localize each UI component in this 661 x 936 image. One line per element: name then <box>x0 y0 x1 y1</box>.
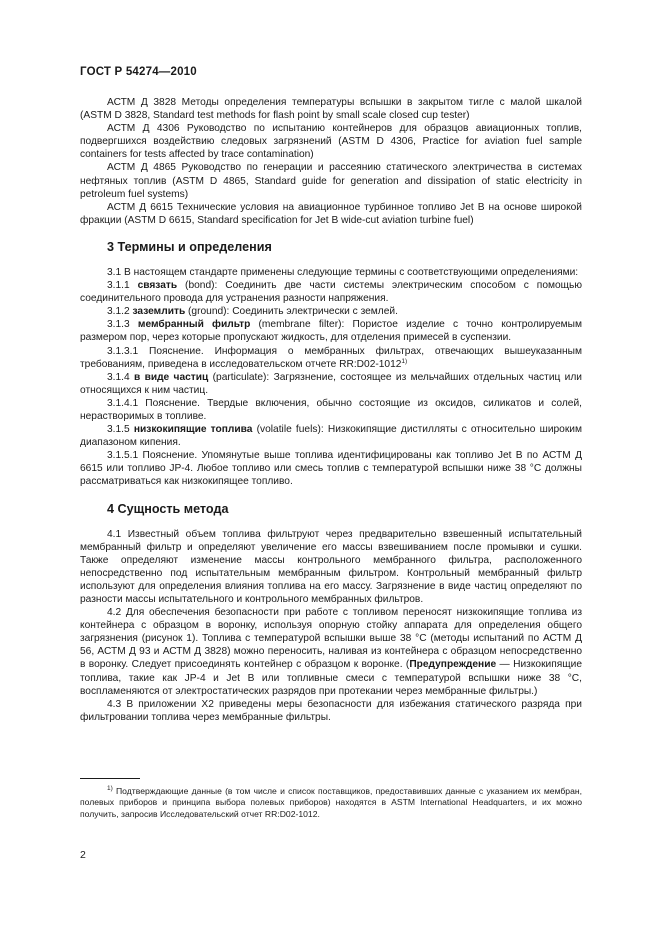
term-ground: заземлить <box>132 306 186 318</box>
footnote-ref: 1) <box>401 357 408 365</box>
footnote <box>80 786 582 820</box>
reference-astm-d4865: АСТМ Д 4865 Руководство по генерации и рассеянию статического электричества в системах нефтяных топлив (ASTM D 4865, Standard guide for generation and dissipation of static electricity in petroleum fuel systems) <box>80 162 582 200</box>
clause-4-1: 4.1 Известный объем топлива фильтруют через предварительно взвешенный испытательный мембранный фильтр и определяют увеличение его массы взвешиванием после промывки и сушки. Также определяют изменение массы контрольного мембранного фильтра, расположенного непосредственно под испытательным мембранным фильтром. Контрольный мембранный фильтр используют для определения влияния топлива на его массу. Загрязнение в виде частиц определяют по разности массы испытательного и контрольного мембранных фильтров. <box>80 528 582 605</box>
standard-header: ГОСТ Р 54274—2010 <box>80 66 197 78</box>
term-volatile-fuels: низкокипящие топлива <box>133 424 253 436</box>
clause-4-2: 4.2 Для обеспечения безопасности при работе с топливом переносят низкокипящие топлива из контейнера с образцом в воронку, используя опорную стойку аппарата для определения общего загрязнения (рисунок 1). Топлива с температурой вспышки выше 38 °С (методы испытаний по АСТМ Д 56, АСТМ Д 93 и АСТМ Д 3828) можно переносить, наливая из контейнера с образцом непосредственно в воронку. Следует присоединять контейнер с образцом к воронке. (Предупреждение — Низкокипящие топлива, такие как JP-4 и Jet B или топливные смеси с температурой вспышки ниже 38 °С, воспламеняются от электростатических разрядов при протекании через мембранные фильтры.) <box>80 607 582 697</box>
section-3-heading: 3 Термины и определения <box>107 239 272 254</box>
page-number: 2 <box>80 849 86 861</box>
main-text <box>80 96 582 724</box>
term-bond: связать <box>137 280 178 292</box>
reference-astm-d3828: АСТМ Д 3828 Методы определения температуры вспышки в закрытом тигле с малой шкалой (ASTM D 3828, Standard test methods for flash point by small scale closed cup tester) <box>80 97 582 122</box>
note-3-1-5-1: 3.1.5.1 Пояснение. Упомянутые выше топлива идентифицированы как топливо Jet B по АСТМ Д 6615 или топливо JP-4. Любое топливо или смесь топлив с температурой вспышки ниже 38 °С должны рассматриваться как низкокипящее топливо. <box>80 450 582 488</box>
reference-astm-d6615: АСТМ Д 6615 Технические условия на авиационное турбинное топливо Jet B на основе широкой фракции (ASTM D 6615, Standard specification for Jet B wide-cut aviation turbine fuel) <box>80 201 582 226</box>
section-4-heading: 4 Сущность метода <box>107 501 229 516</box>
term-3-1-5: 3.1.5 низкокипящие топлива (volatile fuels): Низкокипящие дистилляты с относительно широким диапазоном кипения. <box>80 424 582 449</box>
footnote-divider <box>80 778 140 779</box>
clause-3-1: 3.1 В настоящем стандарте применены следующие термины с соответствующими определениями: <box>107 266 579 278</box>
term-3-1-4: 3.1.4 в виде частиц (particulate): Загрязнение, состоящее из мельчайших отдельных частиц или относящихся к ним частиц. <box>80 371 582 396</box>
term-3-1-1: 3.1.1 связать (bond): Соединить две части системы электрическим способом с помощью соединительного провода для устранения разности напряжения. <box>80 280 582 305</box>
term-3-1-3: 3.1.3 мембранный фильтр (membrane filter): Пористое изделие с точно контролируемым размером пор, через которые пропускают жидкость, для отделения примесей в суспензии. <box>80 319 583 344</box>
footnote-mark: 1) <box>107 785 113 792</box>
footnote-text: Подтверждающие данные (в том числе и список поставщиков, предоставивших данные с указанием их мембран, полевых приборов и принципа выбора полевых приборов) находятся в ASTM International Headquarters, и их можно получить, запросив Исследовательский отчет RR:D02-1012. <box>80 786 582 819</box>
note-3-1-4-1: 3.1.4.1 Пояснение. Твердые включения, обычно состоящие из оксидов, силикатов и солей, нерастворимых в топливе. <box>80 397 582 422</box>
term-3-1-2: 3.1.2 заземлить (ground): Соединить электрически с землей. <box>107 306 398 318</box>
warning-label: Предупреждение <box>409 659 497 671</box>
reference-astm-d4306: АСТМ Д 4306 Руководство по испытанию контейнеров для образцов авиационных топлив, подвергшихся воздействию следовых загрязнений (ASTM D 4306, Practice for aviation fuel sample containers for tests affected by trace contamination) <box>80 123 582 161</box>
note-3-1-3-1: 3.1.3.1 Пояснение. Информация о мембранных фильтрах, отвечающих вышеуказанным требованиям, приведена в исследовательском отчете RR:D02-1012$^{1)}$ <box>80 345 582 370</box>
term-particulate: в виде частиц <box>133 371 209 383</box>
clause-4-3: 4.3 В приложении Х2 приведены меры безопасности для избежания статического разряда при фильтровании топлива через мембранные фильтры. <box>80 698 582 723</box>
term-membrane-filter: мембранный фильтр <box>137 319 251 331</box>
